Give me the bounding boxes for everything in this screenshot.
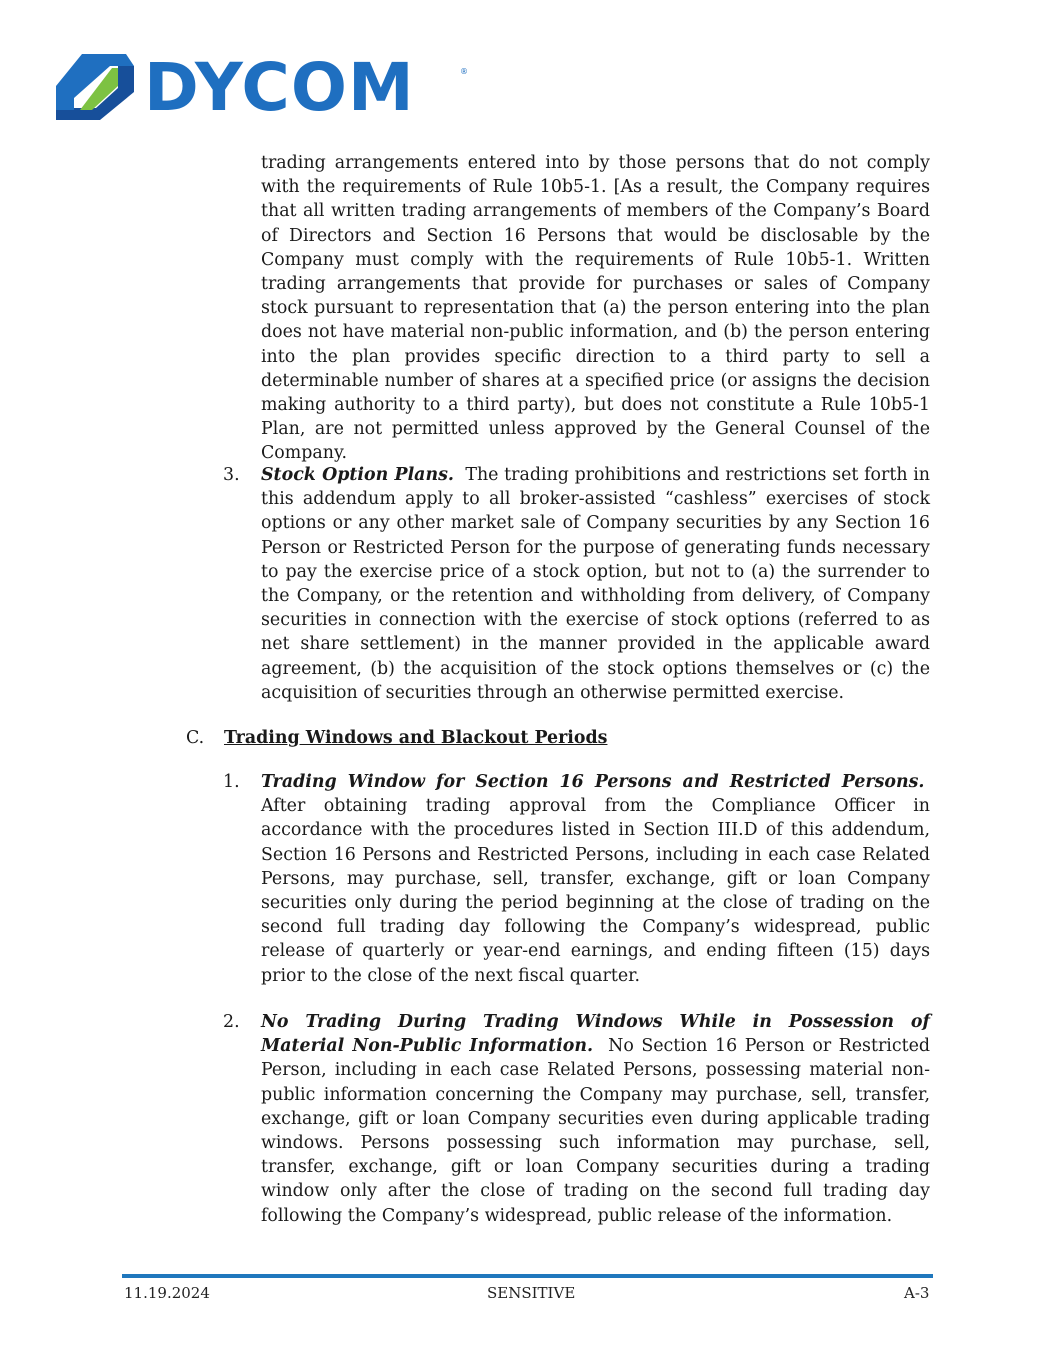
section-c-title: Trading Windows and Blackout Periods [224,728,608,748]
item-c1-text: After obtaining trading approval from the Compliance Officer in accordance with the procedures listed in Section III.D of this addendum, Section 16 Persons and Restricted Persons, including in each case Related Persons, may purchase, sell, transfer, exchange, gift or loan Company securities only during the period beginning at the close of trading on the second full trading day following the Company’s widespread, public release of quarterly or year-end earnings, and ending fifteen (15) days prior to the close of the next fiscal quarter. [261,796,930,986]
footer-classification: SENSITIVE [487,1284,576,1302]
item-b3-text: The trading prohibitions and restrictions set forth in this addendum apply to all broker-assisted “cashless” exercises of stock options or any other market sale of Company securities by any Section 16 Person or Restricted Person for the purpose of generating funds necessary to pay the exercise price of a stock option, but not to (a) the surrender to the Company, or the retention and withholding from delivery, of Company securities in connection with the exercise of stock options (referred to as net share settlement) in the manner provided in the applicable award agreement, (b) the acquisition of the stock options themselves or (c) the acquisition of securities through an otherwise permitted exercise. [261,465,930,703]
continuation-paragraph: trading arrangements entered into by those persons that do not comply with the requirements of Rule 10b5-1. [As a result, the Company requires that all written trading arrangements of members of the Company’s Board of Directors and Section 16 Persons that would be disclosable by the Company must comply with the requirements of Rule 10b5-1. Written trading arrangements that provide for purchases or sales of Company stock pursuant to representation that (a) the person entering into the plan does not have material non-public information, and (b) the person entering into the plan provides specific direction to a third party to sell a determinable number of shares at a specified price (or assigns the decision making authority to a third party), but does not constitute a Rule 10b5-1 Plan, are not permitted unless approved by the General Counsel of the Company. [261,153,930,464]
item-c2-number: 2. [223,1012,240,1032]
registered-mark: ® [460,67,468,76]
item-c1-paragraph [261,770,930,988]
item-b3-number: 3. [223,465,240,485]
dycom-logo [56,52,476,124]
item-b3-paragraph [261,463,930,705]
footer-rule [122,1274,933,1278]
dycom-logo-mark [56,54,134,120]
item-c2-title: No Trading During Trading Windows While in Possession of Material Non-Public Information. [261,1012,930,1057]
item-b3-title: Stock Option Plans. [261,465,454,485]
item-c2-paragraph [261,1010,930,1228]
item-c2-text: No Section 16 Person or Restricted Person, including in each case Related Persons, possessing material non-public information concerning the Company may purchase, sell, transfer, exchange, gift or loan Company securities even during applicable trading windows. Persons possessing such information may purchase, sell, transfer, exchange, gift or loan Company securities during a trading window only after the close of trading on the second full trading day following the Company’s widespread, public release of the information. [261,1036,930,1226]
dycom-logo-wordmark: DYCOM [144,52,415,124]
item-c1-title: Trading Window for Section 16 Persons and Restricted Persons. [261,772,925,792]
footer-date: 11.19.2024 [124,1284,210,1302]
footer-page-number: A-3 [904,1284,930,1302]
section-c-letter: C. [186,728,205,748]
item-c1-number: 1. [223,772,240,792]
